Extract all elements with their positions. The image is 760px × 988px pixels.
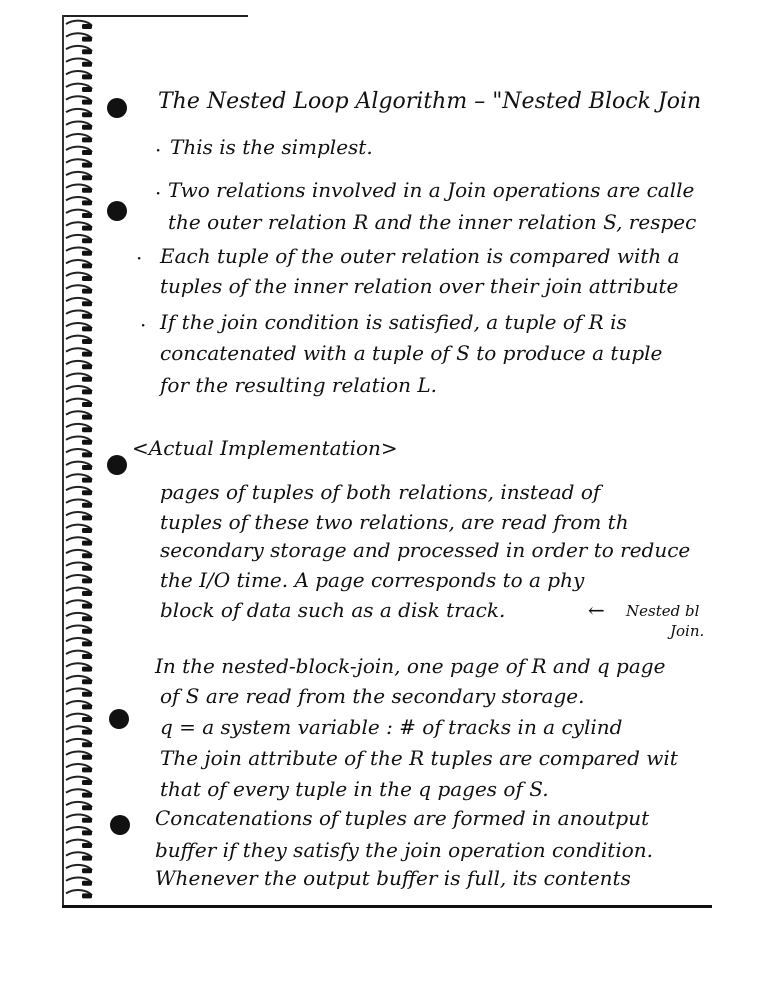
bullet-line: This is the simplest. xyxy=(170,135,373,159)
bullet-line: Each tuple of the outer relation is compared with a xyxy=(160,244,680,268)
spiral-hole xyxy=(82,188,92,193)
spiral-hole xyxy=(82,137,92,142)
binder-hole xyxy=(107,98,127,118)
spiral-hole xyxy=(82,868,92,873)
spiral-hole xyxy=(82,289,92,294)
paragraph-line: In the nested-block-join, one page of R and q page xyxy=(155,654,666,678)
spiral-hole xyxy=(82,200,92,205)
section-heading: <Actual Implementation> xyxy=(132,436,398,460)
spiral-hole xyxy=(82,339,92,344)
bullet-line: concatenated with a tuple of S to produce a tuple xyxy=(160,341,663,365)
paragraph-line: pages of tuples of both relations, instead of xyxy=(160,480,601,504)
bullet-line: tuples of the inner relation over their join attribute xyxy=(160,274,679,298)
spiral-hole xyxy=(82,604,92,609)
spiral-hole xyxy=(82,818,92,823)
spiral-hole xyxy=(82,704,92,709)
paragraph-line: buffer if they satisfy the join operation condition. xyxy=(155,838,654,862)
spiral-hole xyxy=(82,24,92,29)
spiral-hole xyxy=(82,238,92,243)
spiral-hole xyxy=(82,49,92,54)
spiral-hole xyxy=(82,478,92,483)
spiral-hole xyxy=(82,805,92,810)
spiral-hole xyxy=(82,881,92,886)
binder-hole xyxy=(110,815,130,835)
bullet-dot: · xyxy=(155,138,162,162)
spiral-hole xyxy=(82,553,92,558)
spiral-hole xyxy=(82,301,92,306)
spiral-hole xyxy=(82,730,92,735)
spiral-hole xyxy=(82,440,92,445)
spiral-hole xyxy=(82,793,92,798)
paragraph-line: tuples of these two relations, are read from th xyxy=(160,510,629,534)
spiral-hole xyxy=(82,389,92,394)
spiral-hole xyxy=(82,692,92,697)
spiral-hole xyxy=(82,150,92,155)
spiral-hole xyxy=(82,591,92,596)
paragraph-line: q = a system variable : # of tracks in a cylind xyxy=(160,715,623,739)
spiral-hole xyxy=(82,578,92,583)
spiral-hole xyxy=(82,490,92,495)
spiral-hole xyxy=(82,402,92,407)
bullet-line: for the resulting relation L. xyxy=(160,373,437,397)
spiral-hole xyxy=(82,717,92,722)
binder-hole xyxy=(107,455,127,475)
bullet-dot: · xyxy=(155,181,162,205)
spiral-hole xyxy=(82,452,92,457)
spiral-hole xyxy=(82,87,92,92)
margin-note: Join. xyxy=(670,622,705,640)
paragraph-line: block of data such as a disk track. xyxy=(160,598,506,622)
spiral-hole xyxy=(82,163,92,168)
spiral-hole xyxy=(82,352,92,357)
spiral-hole xyxy=(82,37,92,42)
binder-hole xyxy=(109,709,129,729)
paragraph-line: of S are read from the secondary storage. xyxy=(160,684,585,708)
paragraph-line: Concatenations of tuples are formed in anoutput xyxy=(155,806,650,830)
spiral-hole xyxy=(82,276,92,281)
spiral-binding xyxy=(62,16,102,902)
spiral-hole xyxy=(82,175,92,180)
bullet-line: If the join condition is satisfied, a tuple of R is xyxy=(160,310,627,334)
arrow-icon: ← xyxy=(588,598,605,622)
page-bottom-edge xyxy=(62,905,712,908)
spiral-hole xyxy=(82,263,92,268)
spiral-hole xyxy=(82,515,92,520)
spiral-hole xyxy=(82,742,92,747)
paragraph-line: Whenever the output buffer is full, its contents xyxy=(155,866,631,890)
spiral-hole xyxy=(82,541,92,546)
paragraph-line: the I/O time. A page corresponds to a phy xyxy=(160,568,585,592)
spiral-hole xyxy=(82,213,92,218)
spiral-hole xyxy=(82,465,92,470)
spiral-hole xyxy=(82,503,92,508)
page-title: The Nested Loop Algorithm – "Nested Block Join xyxy=(158,89,702,114)
paragraph-line: The join attribute of the R tuples are compared wit xyxy=(160,746,678,770)
spiral-hole xyxy=(82,326,92,331)
spiral-hole xyxy=(82,767,92,772)
spiral-hole xyxy=(82,843,92,848)
bullet-dot: · xyxy=(140,313,147,337)
spiral-hole xyxy=(82,893,92,898)
spiral-hole xyxy=(82,62,92,67)
spiral-hole xyxy=(82,251,92,256)
margin-note: Nested bl xyxy=(626,602,700,620)
spiral-hole xyxy=(82,415,92,420)
spiral-hole xyxy=(82,629,92,634)
spiral-hole xyxy=(82,667,92,672)
spiral-hole xyxy=(82,856,92,861)
spiral-hole xyxy=(82,125,92,130)
bullet-line: the outer relation R and the inner relation S, respec xyxy=(168,210,697,234)
spiral-hole xyxy=(82,112,92,117)
bullet-line: Two relations involved in a Join operations are calle xyxy=(168,178,695,202)
spiral-hole xyxy=(82,377,92,382)
binder-hole xyxy=(107,201,127,221)
spiral-hole xyxy=(82,528,92,533)
paragraph-line: secondary storage and processed in order to reduce xyxy=(160,538,691,562)
spiral-hole xyxy=(82,74,92,79)
spiral-hole xyxy=(82,616,92,621)
spiral-hole xyxy=(82,427,92,432)
paragraph-line: that of every tuple in the q pages of S. xyxy=(160,777,549,801)
spiral-hole xyxy=(82,364,92,369)
spiral-hole xyxy=(82,755,92,760)
spiral-hole xyxy=(82,830,92,835)
spiral-hole xyxy=(82,566,92,571)
spiral-hole xyxy=(82,314,92,319)
spiral-hole xyxy=(82,679,92,684)
spiral-hole xyxy=(82,780,92,785)
spiral-hole xyxy=(82,641,92,646)
spiral-hole xyxy=(82,100,92,105)
spiral-hole xyxy=(82,654,92,659)
spiral-hole xyxy=(82,226,92,231)
bullet-dot: · xyxy=(136,246,143,270)
